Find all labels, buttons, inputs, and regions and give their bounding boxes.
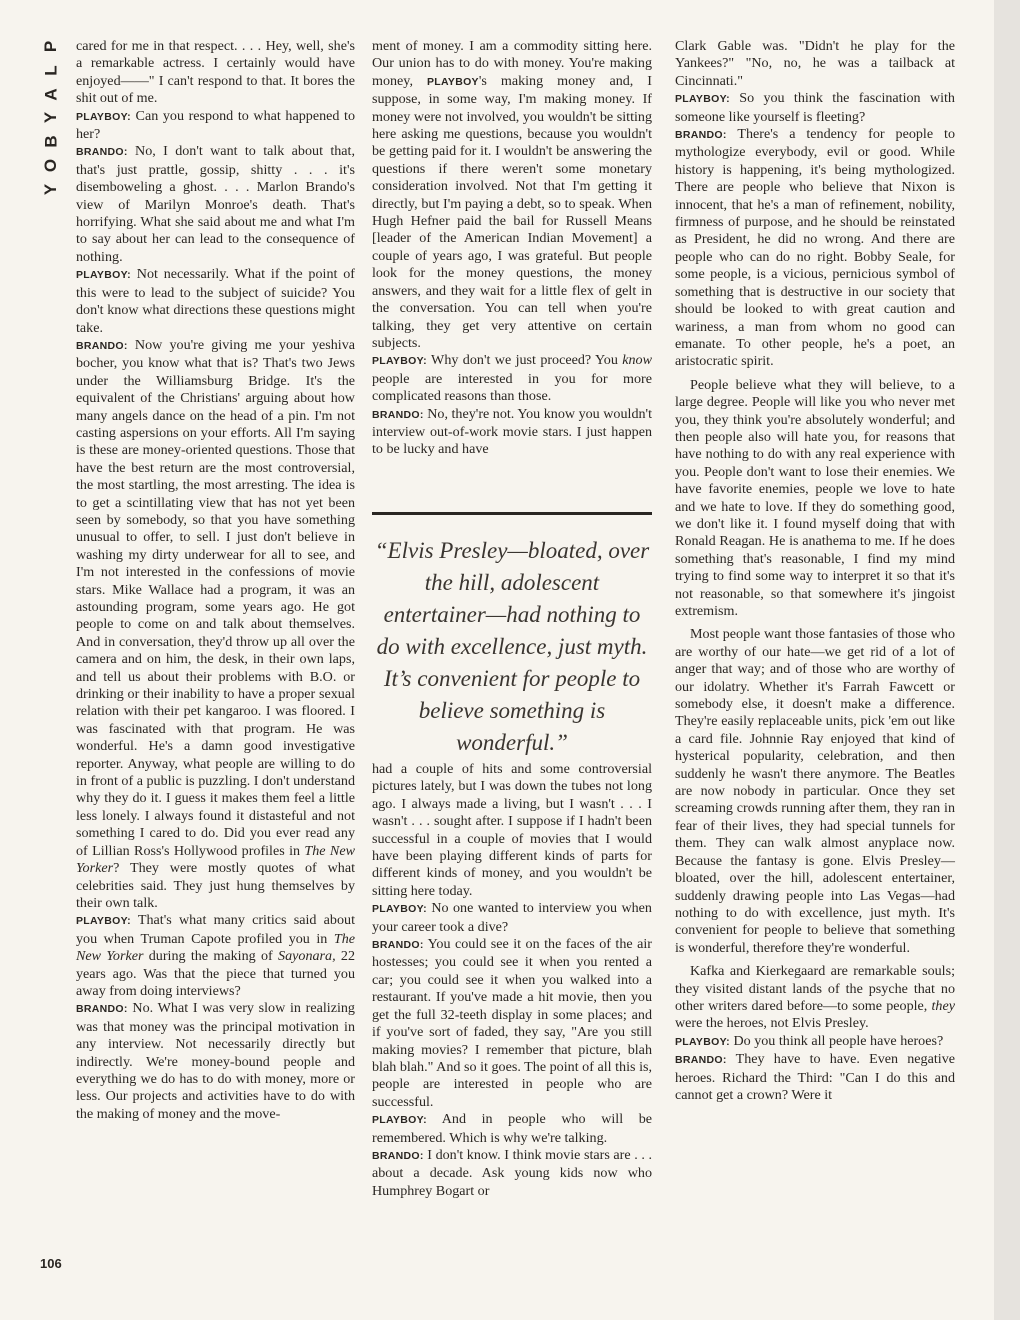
paragraph xyxy=(675,1051,955,1104)
column-1 xyxy=(76,38,355,1123)
paragraph xyxy=(675,38,955,90)
paragraph-text: No one wanted to interview you when your career took a dive? xyxy=(372,900,652,935)
paragraph xyxy=(372,761,652,900)
paragraph xyxy=(372,406,652,459)
speaker-playboy: PLAYBOY: xyxy=(76,269,131,282)
speaker-playboy: PLAYBOY: xyxy=(76,110,131,123)
running-head-letter: A xyxy=(41,88,61,101)
paragraph-text: cared for me in that respect. . . . Hey, well, she's a remarkable actress. I certainly would have enjoyed——" I can't respond to that. It bores the shit out of me. xyxy=(76,38,355,107)
paragraph xyxy=(372,1111,652,1147)
paragraph xyxy=(76,143,355,266)
italic-title: Sayonara, xyxy=(278,948,336,965)
paragraph-text: No, I don't want to talk about that, that's just prattle, gossip, shitty . . . it's disemboweling a ghost. . . . Marlon Brando's view of Marilyn Monroe's death. That's horrifying. What she said about me and what I'm to say about her can lead to the consequence of nothing. xyxy=(76,143,355,265)
paragraph-text: ment of money. I am a commodity sitting here. Our union has to do with money. You're making money, xyxy=(372,38,652,89)
paragraph-text: ? They were mostly quotes of what celebrities said. They just hung themselves by their own talk. xyxy=(76,860,355,911)
paragraph xyxy=(76,1000,355,1123)
paragraph-text: Most people want those fantasies of those who are worthy of our hate—we get rid of a lot of anger that way; and of those who are worthy of our idolatry. Whether it's Farrah Fawcett or somebody else, it doesn't make a difference. They're easily replaceable units, pick 'em out like a card file. Johnnie Ray enjoyed that kind of hysterical popularity, celebration, and then suddenly he wasn't there anymore. The Beatles are now nobody in particular. Once they set screaming crowds running after them, they ran in fear of their lives, they had special tunnels for them. They can walk almost anyplace now. Because the fantasy is gone. Elvis Presley—bloated, over the hill, adolescent entertainer, suddenly drawing people into Las Vegas—had nothing to do with excellence, just myth. It's convenient for people to believe that something is wonderful, therefore they're wonderful. xyxy=(675,626,955,956)
paragraph-text: No, they're not. You know you wouldn't interview out-of-work movie stars. I just happen to be lucky and have xyxy=(372,405,652,458)
running-head-letter: Y xyxy=(41,183,61,196)
paragraph xyxy=(76,912,355,1000)
paragraph-text: Kafka and Kierkegaard are remarkable souls; they visited distant lands of the psyche that no other writers dared before—to some people, xyxy=(675,963,955,1014)
paragraph-text: Can you respond to what happened to her? xyxy=(76,107,355,143)
speaker-brando: BRANDO: xyxy=(372,408,424,421)
paragraph-text: So you think the fascination with someone like yourself is fleeting? xyxy=(675,90,955,125)
paragraph xyxy=(675,963,955,1033)
speaker-brando: BRANDO: xyxy=(372,939,424,952)
paragraph xyxy=(76,38,355,108)
paragraph-text: Why don't we just proceed? You xyxy=(431,352,623,369)
paragraph-text: You could see it on the faces of the air hostesses; you could see it when you rented a car; you could see it when you walked into a restaurant. If you've made a hit movie, then you get the full 32-teeth display in some places; and if you've sort of faded, they say, "Are you still making movies? I remember that picture, blah blah blah." And so it goes. The point of all this is, people are interested in people who are successful. xyxy=(372,936,652,1110)
paragraph-text: They have to have. Even negative heroes. Richard the Third: "Can I do this and cannot get a crown? Were it xyxy=(675,1051,955,1103)
speaker-playboy: PLAYBOY: xyxy=(675,93,730,106)
page-edge xyxy=(994,0,1020,1320)
paragraph xyxy=(675,626,955,957)
paragraph-text: I don't know. I think movie stars are . . . about a decade. Ask young kids now who Humphrey Bogart or xyxy=(372,1146,653,1199)
speaker-playboy: PLAYBOY: xyxy=(372,1114,427,1127)
page-number: 106 xyxy=(40,1256,62,1271)
running-head-letter: B xyxy=(41,135,61,148)
column-3 xyxy=(675,38,955,1104)
paragraph-text: Not necessarily. What if the point of this were to lead to the subject of suicide? You don't know what directions these questions might take. xyxy=(76,266,355,336)
italic-title: The New Yorker xyxy=(76,930,355,965)
speaker-brando: BRANDO: xyxy=(675,1054,727,1067)
paragraph xyxy=(372,900,652,936)
speaker-brando: BRANDO: xyxy=(675,129,727,142)
paragraph xyxy=(372,936,652,1111)
speaker-playboy: PLAYBOY: xyxy=(675,1035,730,1048)
speaker-brando: BRANDO: xyxy=(76,146,128,159)
speaker-playboy: PLAYBOY: xyxy=(76,915,131,928)
paragraph xyxy=(675,1033,955,1051)
running-head-letter: O xyxy=(41,159,61,173)
paragraph-text: 's making money and, I suppose, in some way, I'm making money. If money were not involved, you wouldn't be sitting here asking me questions, because you wouldn't be getting paid for it. I wouldn't be answering the questions if there weren't some monetary consideration involved. Not that I'm getting it directly, but I'm paying a debt, so to speak. When Hugh Hefner paid the bail for Russell Means [leader of the American Indian Movement] a couple of years ago, I was grateful. But people look for the money questions, the money answers, and they wait for a little flex of gelt in the conversation. You can tell when you're talking, they get very attentive on certain subjects. xyxy=(372,72,652,351)
italic-emphasis: they xyxy=(931,997,955,1014)
paragraph xyxy=(76,108,355,144)
paragraph xyxy=(372,38,652,352)
paragraph-text: people are interested in you for more complicated reasons than those. xyxy=(372,370,652,405)
paragraph xyxy=(372,352,652,405)
speaker-brando: BRANDO: xyxy=(76,1003,128,1016)
speaker-brando: BRANDO: xyxy=(76,339,128,352)
paragraph xyxy=(372,1147,652,1200)
running-head xyxy=(40,38,62,198)
paragraph-text: That's what many critics said about you when Truman Capote profiled you in xyxy=(76,912,355,947)
paragraph xyxy=(675,126,955,371)
paragraph-text: No. What I was very slow in realizing was that money was the principal motivation in any interview. Not necessarily directly but indirectly. We're money-bound people and everything we do has to do with money, more or less. Our projects and activities have to do with the making of money and the move- xyxy=(76,1000,355,1122)
pull-quote: “Elvis Presley—bloated, over the hill, adolescent entertainer—had nothing to do with excellence, just myth. It’s convenient for people to believe something is wonderful.” xyxy=(372,512,652,759)
paragraph-text: Now you're giving me your yeshiva bocher, you know what that is? That's two Jews under the Williamsburg Bridge. It's the equivalent of the Christians' arguing about how many angels dance on the head of a pin. I'm not casting aspersions on your efforts. All I'm saying is these are money-oriented questions. Those that have the best return are the most controversial, the most startling, the most arresting. The idea is to get a scintillating view that has not yet been seen by somebody, so that you have something unusual to offer, to sell. I just don't believe in washing my dirty underwear for all to see, and I'm not interested in the confessions of movie stars. Mike Wallace had a program, it was an astounding program, some years ago. He got people to come on and talk about themselves. And in conversation, they'd throw up all over the camera and on him, the desk, in their own laps, and tell us about their problems with B.O. or drinking or their inability to have a proper sexual relation with their pet kangaroo. I was floored. I was fascinated with that program. He was wonderful. He's a damn good investigative reporter. Anyway, what people are willing to do in front of a public is puzzling. I don't understand why they do it. I guess it makes them feel a little less lonely. I always found it distasteful and not something I cared to do. Did you ever read any of Lillian Ross's Hollywood profiles in xyxy=(76,336,355,859)
paragraph-text: There's a tendency for people to mythologize everybody, evil or good. While history is happening, it's being mythologized. There are people who believe that Nixon is innocent, that he's a man of refinement, nobility, firmness of purpose, and he should be reinstated as President, he did no wrong. And there are people who can do no right. Bobby Seale, for some people, is a vicious, pernicious symbol of something that is destructive in our society that should be looked to with great caution and wariness, a man from whom no good can emanate. To other people, he's a poet, an aristocratic spirit. xyxy=(675,126,955,370)
running-head-letter: Y xyxy=(41,112,61,124)
paragraph-text: Do you think all people have heroes? xyxy=(733,1032,944,1049)
paragraph xyxy=(76,337,355,912)
paragraph-text: during the making of xyxy=(143,948,279,965)
speaker-playboy: PLAYBOY: xyxy=(372,903,427,916)
column-2-top xyxy=(372,38,652,459)
speaker-brando: BRANDO: xyxy=(372,1149,424,1162)
column-2-bottom xyxy=(372,761,652,1200)
magazine-name: PLAYBOY xyxy=(426,75,479,88)
paragraph-text: Clark Gable was. "Didn't he play for the Yankees?" "No, no, he was a tailback at Cincinnati." xyxy=(675,38,955,89)
paragraph xyxy=(76,266,355,337)
paragraph-text: had a couple of hits and some controversial pictures lately, but I was down the tubes not long ago. I always made a living, but I wasn't . . . I wasn't . . . sought after. I suppose if I hadn't been successful in a couple of movies that I would have been playing different kinds of parts for different kinds of money, and you wouldn't be sitting here today. xyxy=(372,761,652,899)
speaker-playboy: PLAYBOY: xyxy=(372,355,427,368)
paragraph xyxy=(675,90,955,126)
paragraph xyxy=(675,377,955,621)
running-head-letter: L xyxy=(41,65,61,76)
paragraph-text: And in people who will be remembered. Which is why we're talking. xyxy=(372,1111,653,1146)
italic-emphasis: know xyxy=(622,352,652,369)
italic-title: The New Yorker xyxy=(76,842,355,877)
running-head-letter: P xyxy=(41,40,61,53)
paragraph-text: were the heroes, not Elvis Presley. xyxy=(675,1015,869,1032)
paragraph-text: People believe what they will believe, to a large degree. People will like you who never met you, they think you're absolutely wonderful; and then people also will hate you, for reasons that have nothing to do with any real experience with you. People don't want to lose their enemies. We have favorite enemies, people we love to hate and we hate to love. If they do something good, we don't like it. I found myself doing that with Ronald Reagan. He is anathema to me. If he does something that's reasonable, I find my mind trying to find some way to interpret it so that it's not reasonable, so that somewhere it's jingoist extremism. xyxy=(675,376,955,619)
paragraph-text: 22 years ago. Was that the piece that turned you away from doing interviews? xyxy=(76,948,355,999)
